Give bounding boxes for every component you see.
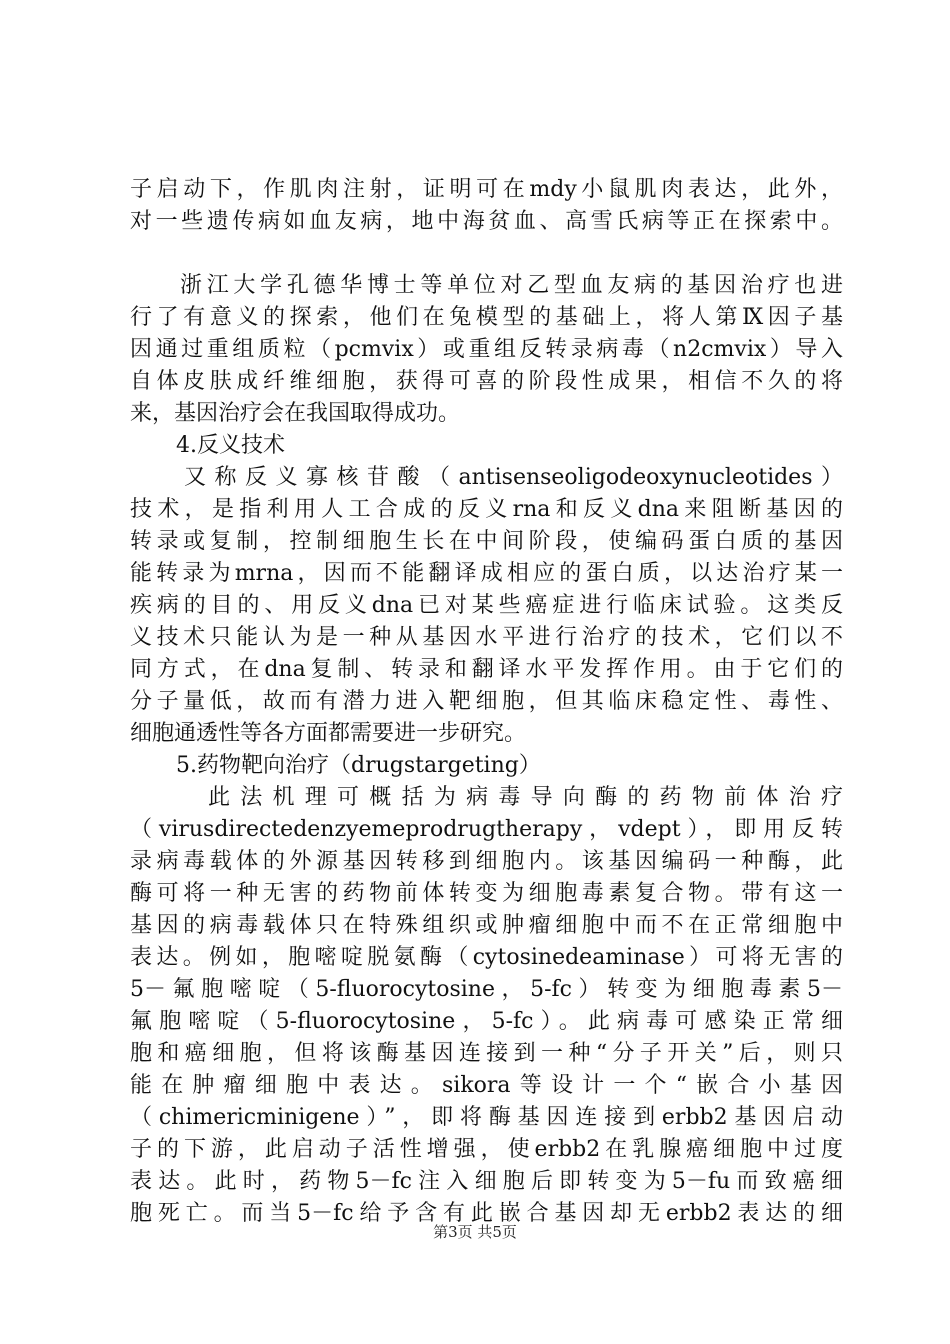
section-heading: 5.药物靶向治疗（drugstargeting） xyxy=(176,753,541,778)
text-line: 5－氟胞嘧啶（5-fluorocytosine，5-fc）转变为细胞毒素5－ xyxy=(130,977,843,1002)
text-line: 技术，是指利用人工合成的反义rna和反义dna来阻断基因的 xyxy=(130,497,843,522)
text-line: 胞和癌细胞，但将该酶基因连接到一种“分子开关”后，则只 xyxy=(130,1041,843,1066)
text-line: 疾病的目的、用反义dna已对某些癌症进行临床试验。这类反 xyxy=(130,593,843,618)
text-line: 转录或复制，控制细胞生长在中间阶段，使编码蛋白质的基因 xyxy=(130,529,843,554)
text-line: 同方式，在dna复制、转录和翻译水平发挥作用。由于它们的 xyxy=(130,657,843,682)
text-line: 浙江大学孔德华博士等单位对乙型血友病的基因治疗也进 xyxy=(180,273,843,298)
text-line: 基因的病毒载体只在特殊组织或肿瘤细胞中而不在正常细胞中 xyxy=(130,913,843,938)
page-footer: 第3页 共5页 xyxy=(433,1223,517,1241)
section-heading: 4.反义技术 xyxy=(176,433,285,458)
text-line: （virusdirectedenzyemeprodrugtherapy，vdept），即用反转 xyxy=(130,817,843,842)
text-line: 因通过重组质粒（pcmvix）或重组反转录病毒（n2cmvix）导入 xyxy=(130,337,843,362)
text-line: 表达。例如，胞嘧啶脱氨酶（cytosinedeaminase）可将无害的 xyxy=(130,945,843,970)
text-line: 能在肿瘤细胞中表达。sikora等设计一个“嵌合小基因 xyxy=(130,1073,843,1098)
text-line: 酶可将一种无害的药物前体转变为细胞毒素复合物。带有这一 xyxy=(130,881,843,906)
text-line: 表达。此时，药物5－fc注入细胞后即转变为5－fu而致癌细 xyxy=(130,1169,843,1194)
text-line: 又称反义寡核苷酸（antisenseoligodeoxynucleotides） xyxy=(184,465,843,490)
text-line: 义技术只能认为是一种从基因水平进行治疗的技术，它们以不 xyxy=(130,625,843,650)
text-line: 细胞通透性等各方面都需要进一步研究。 xyxy=(130,721,527,746)
text-line: 分子量低，故而有潜力进入靶细胞，但其临床稳定性、毒性、 xyxy=(130,689,843,714)
text-line: 来，基因治疗会在我国取得成功。 xyxy=(130,401,461,426)
text-line: 胞死亡。而当5－fc给予含有此嵌合基因却无erbb2表达的细 xyxy=(130,1201,843,1226)
text-line: 录病毒载体的外源基因转移到细胞内。该基因编码一种酶，此 xyxy=(130,849,843,874)
text-line: 行了有意义的探索，他们在兔模型的基础上，将人第Ⅸ因子基 xyxy=(130,305,843,330)
text-line: 对一些遗传病如血友病，地中海贫血、高雪氏病等正在探索中。 xyxy=(130,209,843,234)
text-line: 能转录为mrna，因而不能翻译成相应的蛋白质，以达治疗某一 xyxy=(130,561,843,586)
text-line: （chimericminigene）”，即将酶基因连接到erbb2基因启动 xyxy=(130,1105,843,1130)
text-line: 子启动下，作肌肉注射，证明可在mdy小鼠肌肉表达，此外， xyxy=(130,177,843,202)
text-line: 氟胞嘧啶（5-fluorocytosine，5-fc）。此病毒可感染正常细 xyxy=(130,1009,843,1034)
text-line: 此法机理可概括为病毒导向酶的药物前体治疗 xyxy=(208,785,843,810)
text-line: 子的下游，此启动子活性增强，使erbb2在乳腺癌细胞中过度 xyxy=(130,1137,843,1162)
text-line: 自体皮肤成纤维细胞，获得可喜的阶段性成果，相信不久的将 xyxy=(130,369,843,394)
